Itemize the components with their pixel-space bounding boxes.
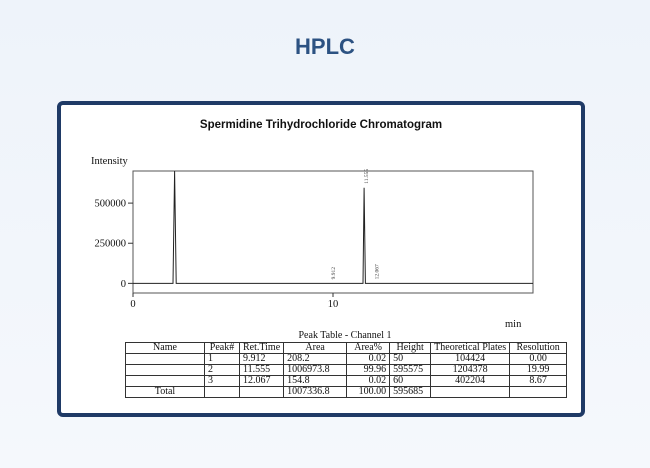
x-tick-label: 10: [327, 299, 339, 310]
table-total-row: [126, 387, 567, 398]
table-row: [126, 365, 567, 376]
cell-theoretical-plates: 104424: [431, 354, 510, 365]
header-theoretical-plates: Theoretical Plates: [431, 343, 510, 354]
peak-table-caption: Peak Table - Channel 1: [298, 330, 392, 341]
chromatogram-plot: [61, 105, 581, 330]
cell-ret-time: 9.912: [240, 354, 284, 365]
chromatogram-card: [57, 101, 585, 417]
x-tick-label: 0: [130, 299, 136, 310]
cell-resolution: 8.67: [510, 376, 567, 387]
cell-name: [126, 354, 205, 365]
header-height: Height: [390, 343, 431, 354]
chromatogram-trace: [133, 168, 533, 283]
page-title: HPLC: [295, 34, 355, 59]
cell-resolution: [510, 387, 567, 398]
cell-ret-time: 11.555: [240, 365, 284, 376]
cell-area-pct: 0.02: [347, 376, 390, 387]
header-peak: Peak#: [205, 343, 240, 354]
cell-area-pct: 0.02: [347, 354, 390, 365]
x-axis-label: min: [505, 319, 522, 330]
y-tick-label: 500000: [94, 198, 126, 210]
peak-annotation: 11.555: [364, 168, 371, 184]
cell-height: 50: [390, 354, 431, 365]
peak-annotation: 12.067: [374, 264, 381, 280]
peak-table: [125, 342, 567, 398]
chart-title: Spermidine Trihydrochloride Chromatogram: [199, 119, 443, 131]
table-row: [126, 376, 567, 387]
header-ret-time: Ret.Time: [240, 343, 284, 354]
cell-area: 1006973.8: [284, 365, 347, 376]
cell-name: [126, 365, 205, 376]
cell-resolution: 19.99: [510, 365, 567, 376]
cell-name: Total: [126, 387, 205, 398]
header-area: Area: [284, 343, 347, 354]
cell-height: 595575: [390, 365, 431, 376]
cell-peak: 1: [205, 354, 240, 365]
cell-theoretical-plates: [431, 387, 510, 398]
header-name: Name: [126, 343, 205, 354]
cell-ret-time: [240, 387, 284, 398]
cell-area: 154.8: [284, 376, 347, 387]
cell-area-pct: 100.00: [347, 387, 390, 398]
cell-area-pct: 99.96: [347, 365, 390, 376]
y-axis-label: Intensity: [91, 156, 128, 167]
cell-area: 208.2: [284, 354, 347, 365]
cell-theoretical-plates: 402204: [431, 376, 510, 387]
cell-theoretical-plates: 1204378: [431, 365, 510, 376]
cell-height: 595685: [390, 387, 431, 398]
cell-height: 60: [390, 376, 431, 387]
y-tick-label: 0: [120, 278, 126, 290]
cell-area: 1007336.8: [284, 387, 347, 398]
header-resolution: Resolution: [510, 343, 567, 354]
header-area-pct: Area%: [347, 343, 390, 354]
cell-ret-time: 12.067: [240, 376, 284, 387]
table-row: [126, 354, 567, 365]
peak-annotation: 9.912: [331, 266, 338, 280]
peak-table-header-row: [126, 343, 567, 354]
cell-resolution: 0.00: [510, 354, 567, 365]
y-tick-label: 250000: [94, 238, 126, 250]
cell-peak: 3: [205, 376, 240, 387]
cell-peak: 2: [205, 365, 240, 376]
cell-name: [126, 376, 205, 387]
cell-peak: [205, 387, 240, 398]
